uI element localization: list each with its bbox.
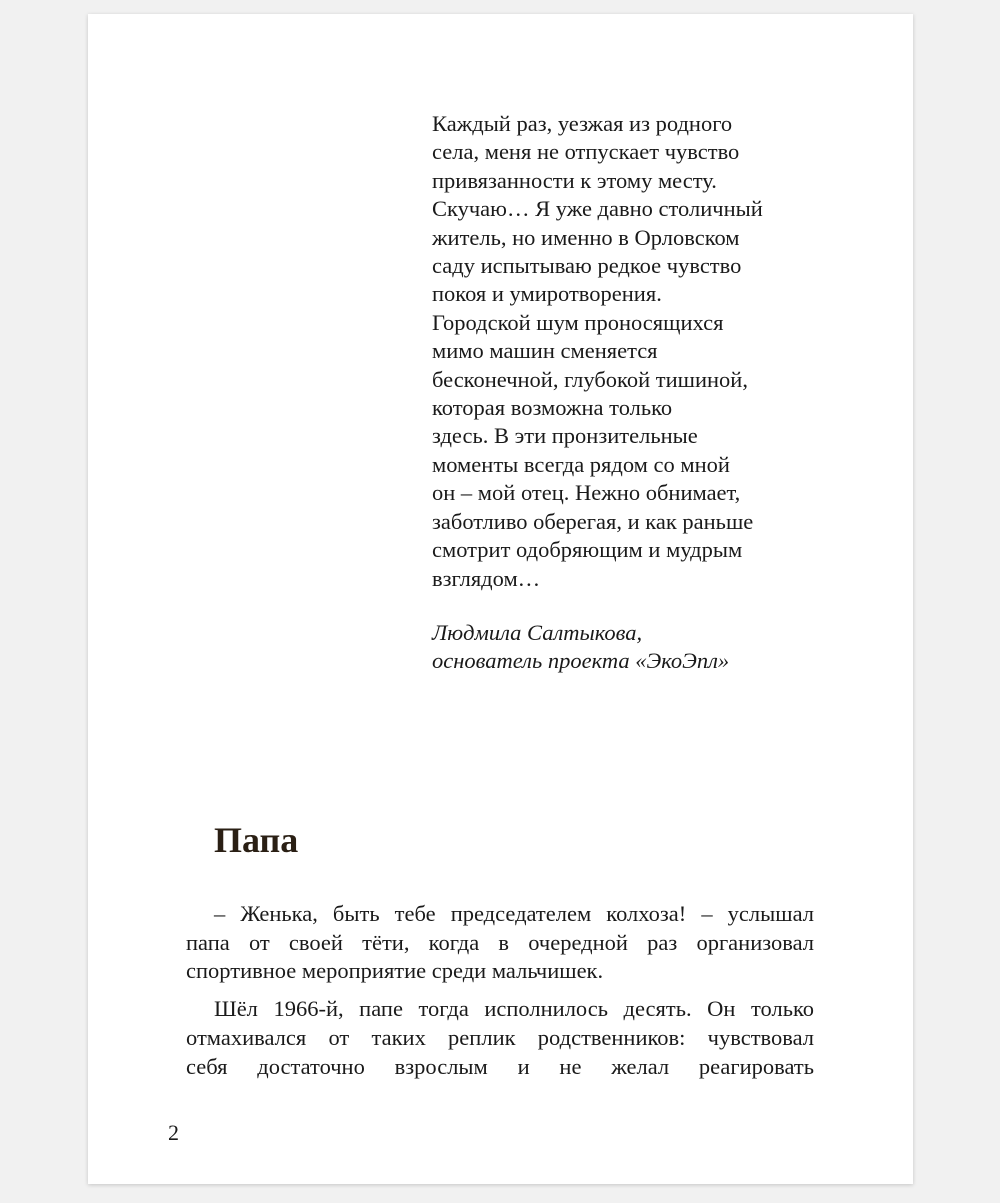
epigraph-line: привязанности к этому месту.: [432, 167, 717, 193]
paragraph-line: – Женька, быть тебе председателем колхоза! – услышал: [214, 901, 814, 926]
epigraph-line: здесь. В эти пронзительные: [432, 423, 698, 449]
epigraph-line: Скучаю… Я уже давно столичный: [432, 196, 763, 222]
paragraph: [186, 900, 814, 986]
epigraph-line: он – мой отец. Нежно обнимает,: [432, 480, 741, 506]
epigraph: [432, 110, 832, 593]
paragraph-line: отмахивался от таких реплик родственников: чувствовал: [186, 1024, 814, 1050]
epigraph-line: смотрит одобряющим и мудрым: [432, 537, 743, 563]
paragraph-line: Шёл 1966-й, папе тогда исполнилось десять. Он только: [214, 996, 814, 1022]
epigraph-line: саду испытываю редкое чувство: [432, 253, 742, 279]
paragraph-spacer: [186, 986, 814, 996]
page-number: 2: [168, 1120, 179, 1145]
epigraph-line: заботливо оберегая, и как раньше: [432, 508, 754, 534]
epigraph-line: мимо машин сменяется: [432, 338, 658, 364]
chapter-body: [186, 900, 814, 1081]
epigraph-line: житель, но именно в Орловском: [432, 224, 740, 250]
epigraph-line: взглядом…: [432, 565, 541, 591]
document-page: [88, 14, 913, 1184]
epigraph-line: бесконечной, глубокой тишиной,: [432, 366, 748, 392]
epigraph-line: моменты всегда рядом со мной: [432, 451, 730, 477]
paragraph: [186, 995, 814, 1081]
paragraph-line: спортивное мероприятие среди мальчишек.: [186, 958, 604, 984]
epigraph-line: которая возможна только: [432, 395, 673, 421]
epigraph-line: Каждый раз, уезжая из родного: [432, 111, 733, 136]
paragraph-line: себя достаточно взрослым и не желал реагировать: [186, 1053, 814, 1079]
signature-name: Людмила Салтыкова,: [432, 620, 643, 645]
epigraph-signature: [432, 619, 852, 676]
epigraph-line: села, меня не отпускает чувство: [432, 139, 740, 165]
epigraph-line: Городской шум проносящихся: [432, 309, 724, 335]
signature-role: основатель проекта «ЭкоЭпл»: [432, 648, 730, 674]
epigraph-line: покоя и умиротворения.: [432, 281, 662, 307]
paragraph-line: папа от своей тёти, когда в очередной раз организовал: [186, 929, 814, 955]
chapter-title: Папа: [214, 820, 299, 860]
